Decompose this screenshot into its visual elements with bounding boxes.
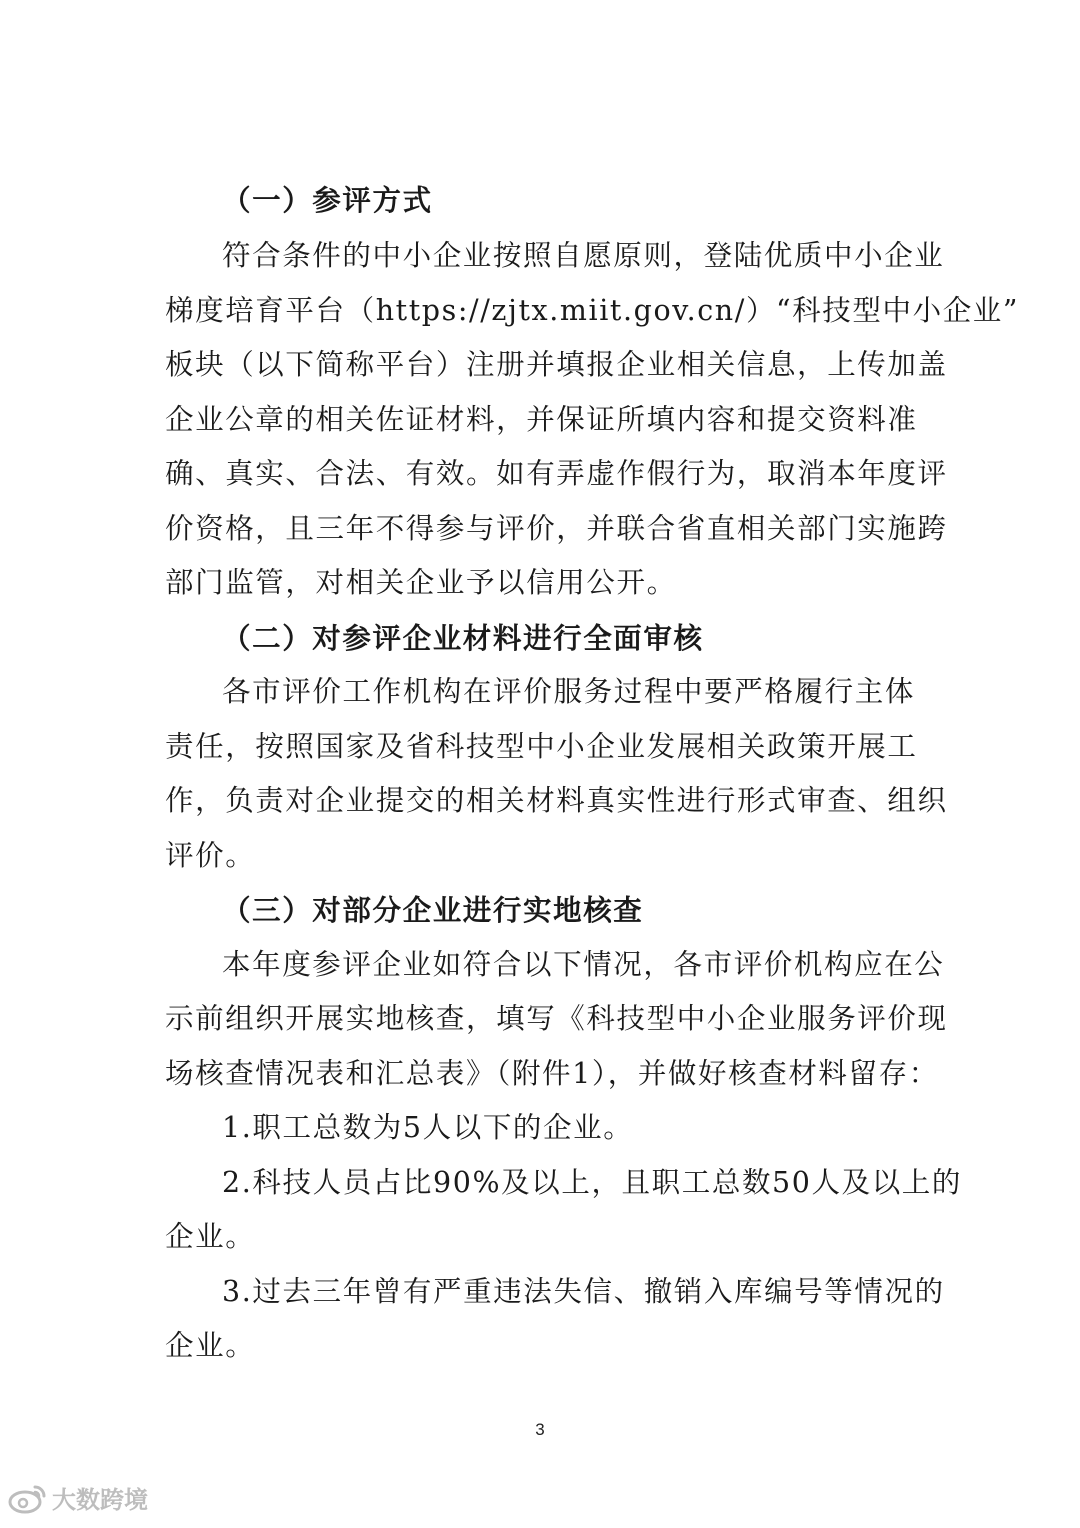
paragraph-line: 作，负责对企业提交的相关材料真实性进行形式审查、组织 xyxy=(165,784,948,817)
section-heading-1: （一）参评方式 xyxy=(222,183,433,217)
section-heading-2: （二）对参评企业材料进行全面审核 xyxy=(222,621,704,655)
paragraph-line: 示前组织开展实地核查，填写《科技型中小企业服务评价现 xyxy=(165,1002,948,1035)
paragraph-line: 价资格，且三年不得参与评价，并联合省直相关部门实施跨 xyxy=(165,512,948,545)
watermark-text: 大数跨境 xyxy=(52,1486,148,1514)
list-item: 1.职工总数为5人以下的企业。 xyxy=(222,1111,634,1144)
list-item-continuation: 企业。 xyxy=(165,1329,256,1362)
paragraph-line: 评价。 xyxy=(165,839,256,872)
paragraph-line: 符合条件的中小企业按照自愿原则，登陆优质中小企业 xyxy=(222,239,945,272)
paragraph-line: 板块（以下简称平台）注册并填报企业相关信息，上传加盖 xyxy=(165,348,948,381)
watermark xyxy=(8,1480,148,1515)
paragraph-line: 责任，按照国家及省科技型中小企业发展相关政策开展工 xyxy=(165,730,918,763)
list-item-continuation: 企业。 xyxy=(165,1220,256,1253)
list-item: 3.过去三年曾有严重违法失信、撤销入库编号等情况的 xyxy=(222,1275,945,1308)
section-heading-3: （三）对部分企业进行实地核查 xyxy=(222,893,644,927)
paragraph-line: 企业公章的相关佐证材料，并保证所填内容和提交资料准 xyxy=(165,403,918,436)
paragraph-line: 确、真实、合法、有效。如有弄虚作假行为，取消本年度评 xyxy=(165,457,948,490)
page-number: 3 xyxy=(535,1420,545,1439)
paragraph-line: 各市评价工作机构在评价服务过程中要严格履行主体 xyxy=(222,675,915,708)
list-item: 2.科技人员占比90%及以上，且职工总数50人及以上的 xyxy=(222,1166,963,1199)
weibo-logo-icon xyxy=(8,1481,48,1515)
paragraph-line: 梯度培育平台（https://zjtx.miit.gov.cn/）“科技型中小企业” xyxy=(165,294,1020,327)
paragraph-line: 场核查情况表和汇总表》（附件1），并做好核查材料留存： xyxy=(165,1057,939,1090)
paragraph-line: 本年度参评企业如符合以下情况，各市评价机构应在公 xyxy=(222,948,945,981)
paragraph-line: 部门监管，对相关企业予以信用公开。 xyxy=(165,566,677,599)
